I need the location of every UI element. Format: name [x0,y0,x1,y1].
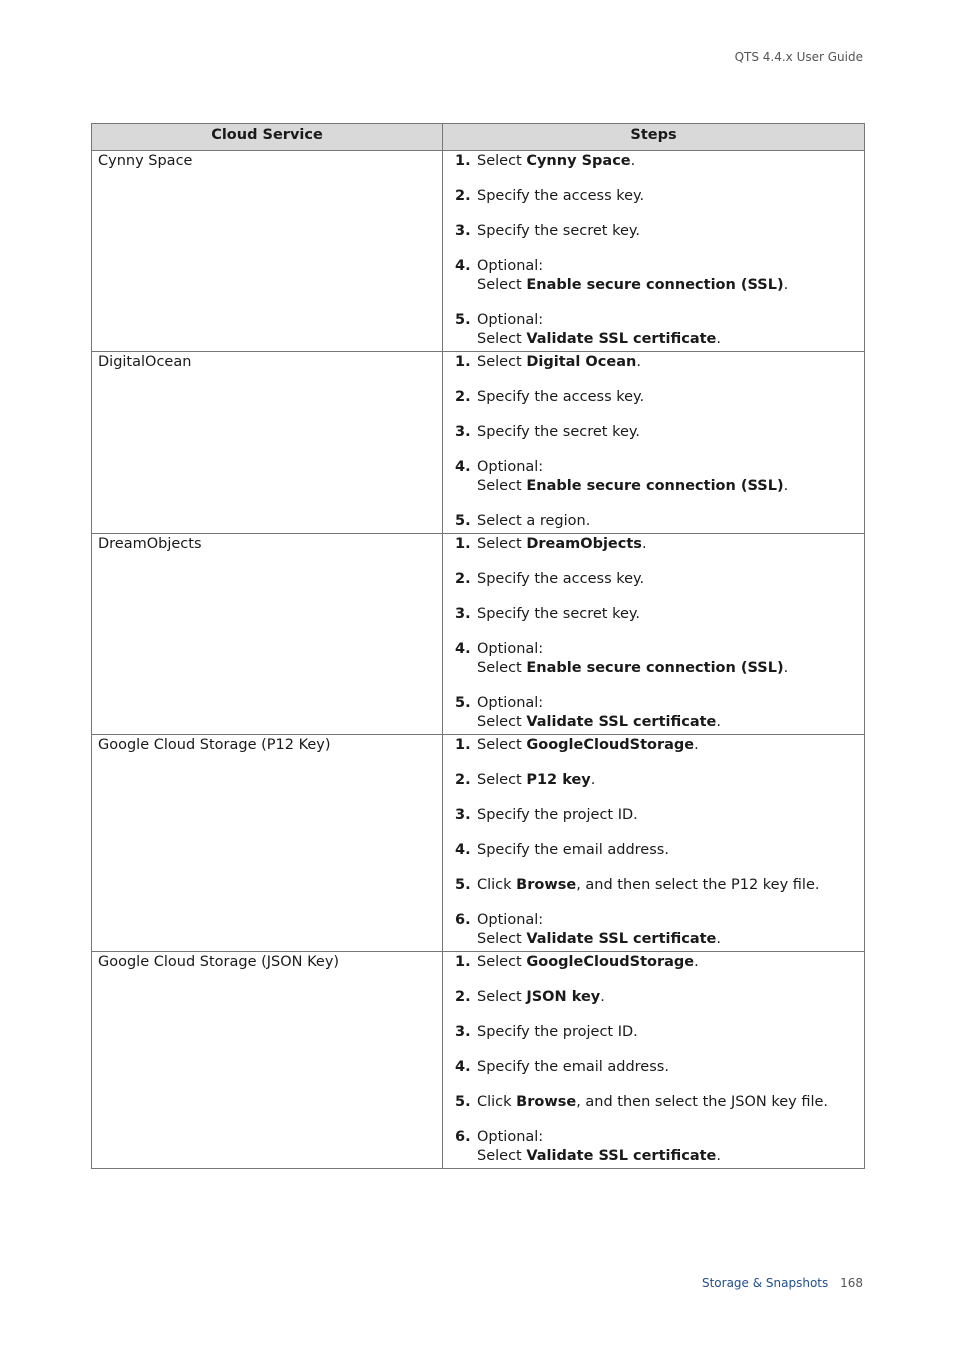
step-list [455,535,858,732]
step-item [455,1058,858,1077]
step-text [477,353,641,372]
ui-element-label: Cynny Space [526,153,631,169]
ui-element-label: Browse [516,877,577,893]
step-text-segment: Specify the email address. [477,842,669,858]
step-text [477,152,635,171]
step-item [455,512,858,531]
cloud-service-name: Google Cloud Storage (P12 Key) [92,735,443,952]
step-line [477,423,640,442]
step-item [455,605,858,624]
step-number: 3. [455,223,471,239]
step-item [455,806,858,825]
ui-element-label: Enable secure connection (SSL) [526,478,784,494]
step-line [477,535,647,554]
step-text [477,257,788,295]
steps-cell [443,735,865,952]
step-number: 3. [455,606,471,622]
step-item [455,1128,858,1166]
step-line [477,187,644,206]
step-text [477,1058,669,1077]
step-number: 1. [455,954,471,970]
step-item [455,911,858,949]
step-number: 2. [455,188,471,204]
step-item [455,841,858,860]
step-text [477,806,638,825]
ui-element-label: Browse [516,1094,577,1110]
step-text [477,535,647,554]
step-number: 1. [455,536,471,552]
step-line [477,876,820,895]
step-item [455,736,858,755]
step-item [455,988,858,1007]
step-text [477,988,605,1007]
step-number: 5. [455,1094,471,1110]
step-line [477,353,641,372]
step-text-segment: . [636,354,641,370]
step-line [477,806,638,825]
step-number: 2. [455,571,471,587]
cloud-service-name: Cynny Space [92,151,443,352]
step-line [477,222,640,241]
step-text [477,1128,721,1166]
step-item [455,640,858,678]
step-list [455,152,858,349]
step-number: 5. [455,695,471,711]
ui-element-label: Validate SSL certificate [526,714,717,730]
cloud-service-steps-table [91,123,865,1169]
table-row [92,952,865,1169]
step-text [477,222,640,241]
ui-element-label: Enable secure connection (SSL) [526,277,784,293]
step-item [455,1093,858,1112]
steps-cell [443,534,865,735]
step-text [477,911,721,949]
step-number: 6. [455,1129,471,1145]
step-line [477,911,721,930]
step-text-segment: Optional: [477,695,544,711]
step-item [455,353,858,372]
step-item [455,152,858,171]
step-item [455,694,858,732]
step-item [455,876,858,895]
step-text-segment: Select [477,536,527,552]
step-text-segment: . [630,153,636,169]
step-text-segment: Select [477,989,527,1005]
step-line [477,659,788,678]
step-line [477,713,721,732]
cloud-service-name: Google Cloud Storage (JSON Key) [92,952,443,1169]
step-text-segment: Select [477,354,527,370]
step-item [455,222,858,241]
step-text-segment: Optional: [477,1129,544,1145]
table-header-row [92,124,865,151]
step-text-segment: Specify the access key. [477,389,645,405]
step-line [477,605,640,624]
ui-element-label: Validate SSL certificate [526,931,717,947]
step-text-segment: Click [477,1094,517,1110]
step-text [477,423,640,442]
step-number: 4. [455,459,471,475]
page-header-title: QTS 4.4.x User Guide [734,50,863,64]
step-text-segment: . [783,277,789,293]
step-text-segment: Optional: [477,258,544,274]
step-text-segment: Specify the project ID. [477,807,638,823]
step-line [477,736,699,755]
step-text-segment: Specify the access key. [477,188,645,204]
step-line [477,257,788,276]
step-number: 2. [455,772,471,788]
page-number: 168 [840,1276,863,1290]
ui-element-label: GoogleCloudStorage [526,954,695,970]
step-text-segment: Select [477,737,527,753]
step-list [455,736,858,949]
column-header-cloud-service: Cloud Service [92,124,443,151]
step-text-segment: Select [477,277,527,293]
step-text [477,953,699,972]
footer-section-name: Storage & Snapshots [701,1276,829,1290]
step-number: 2. [455,389,471,405]
step-text-segment: Select [477,153,527,169]
step-text-segment: , and then select the P12 key file. [576,877,820,893]
step-text-segment: Select [477,714,527,730]
step-text-segment: , and then select the JSON key file. [576,1094,829,1110]
table-row [92,735,865,952]
step-text-segment: Specify the secret key. [477,606,641,622]
step-text-segment: . [590,772,596,788]
step-text [477,311,721,349]
step-text [477,605,640,624]
step-text-segment: Optional: [477,912,544,928]
step-number: 4. [455,1059,471,1075]
step-text-segment: Select [477,1148,527,1164]
step-text-segment: Select [477,478,527,494]
step-text [477,187,644,206]
steps-cell [443,352,865,534]
step-number: 5. [455,312,471,328]
step-text-segment: . [641,536,647,552]
step-line [477,1058,669,1077]
step-text-segment: . [694,737,699,753]
step-number: 6. [455,912,471,928]
step-item [455,423,858,442]
step-item [455,187,858,206]
step-list [455,953,858,1166]
step-text [477,694,721,732]
step-number: 1. [455,737,471,753]
step-item [455,257,858,295]
step-line [477,276,788,295]
step-number: 4. [455,258,471,274]
step-number: 2. [455,989,471,1005]
step-number: 4. [455,842,471,858]
step-text-segment: Select [477,660,527,676]
step-number: 5. [455,877,471,893]
step-number: 5. [455,513,471,529]
step-text-segment: Specify the secret key. [477,223,641,239]
step-text-segment: Select a region. [477,513,591,529]
step-line [477,1128,721,1147]
step-text-segment: Optional: [477,312,544,328]
step-line [477,570,644,589]
step-text [477,570,644,589]
table-row [92,534,865,735]
step-text-segment: . [783,660,789,676]
step-number: 1. [455,354,471,370]
page-footer [702,1276,863,1290]
step-item [455,311,858,349]
step-text-segment: . [694,954,699,970]
step-text-segment: Click [477,877,517,893]
step-text-segment: Select [477,331,527,347]
table-row [92,151,865,352]
step-text-segment: . [783,478,789,494]
step-line [477,1093,828,1112]
step-text-segment: Optional: [477,459,544,475]
ui-element-label: P12 key [526,772,591,788]
step-line [477,1023,638,1042]
step-number: 3. [455,1024,471,1040]
steps-cell [443,952,865,1169]
step-text [477,458,788,496]
step-text [477,640,788,678]
step-line [477,311,721,330]
table-body [92,151,865,1169]
step-text-segment: Specify the secret key. [477,424,641,440]
cloud-service-name: DreamObjects [92,534,443,735]
step-line [477,477,788,496]
step-line [477,388,644,407]
step-line [477,458,788,477]
step-text-segment: Select [477,954,527,970]
step-text-segment: Specify the email address. [477,1059,669,1075]
step-line [477,694,721,713]
step-item [455,953,858,972]
step-number: 4. [455,641,471,657]
ui-element-label: GoogleCloudStorage [526,737,695,753]
step-line [477,930,721,949]
step-text-segment: Select [477,772,527,788]
step-list [455,353,858,531]
ui-element-label: Validate SSL certificate [526,1148,717,1164]
step-text [477,512,590,531]
ui-element-label: DreamObjects [526,536,642,552]
step-line [477,152,635,171]
step-text-segment: Optional: [477,641,544,657]
step-item [455,535,858,554]
step-text [477,841,669,860]
step-text-segment: . [716,1148,721,1164]
step-line [477,953,699,972]
step-text-segment: Specify the project ID. [477,1024,638,1040]
step-line [477,512,590,531]
column-header-steps: Steps [443,124,865,151]
step-text [477,771,595,790]
step-text-segment: . [716,931,721,947]
step-item [455,388,858,407]
step-item [455,458,858,496]
step-text [477,876,820,895]
step-line [477,988,605,1007]
step-text-segment: . [600,989,605,1005]
step-line [477,1147,721,1166]
cloud-service-name: DigitalOcean [92,352,443,534]
step-number: 3. [455,807,471,823]
step-text-segment: Select [477,931,527,947]
ui-element-label: Enable secure connection (SSL) [526,660,784,676]
step-text [477,388,644,407]
step-line [477,771,595,790]
step-item [455,771,858,790]
step-number: 3. [455,424,471,440]
steps-cell [443,151,865,352]
ui-element-label: Digital Ocean [526,354,637,370]
step-text [477,1023,638,1042]
step-number: 1. [455,153,471,169]
step-line [477,841,669,860]
step-line [477,330,721,349]
step-text-segment: Specify the access key. [477,571,645,587]
ui-element-label: JSON key [526,989,601,1005]
step-text [477,736,699,755]
table-row [92,352,865,534]
step-text-segment: . [716,714,721,730]
step-item [455,570,858,589]
step-line [477,640,788,659]
step-text [477,1093,828,1112]
ui-element-label: Validate SSL certificate [526,331,717,347]
step-item [455,1023,858,1042]
step-text-segment: . [716,331,721,347]
